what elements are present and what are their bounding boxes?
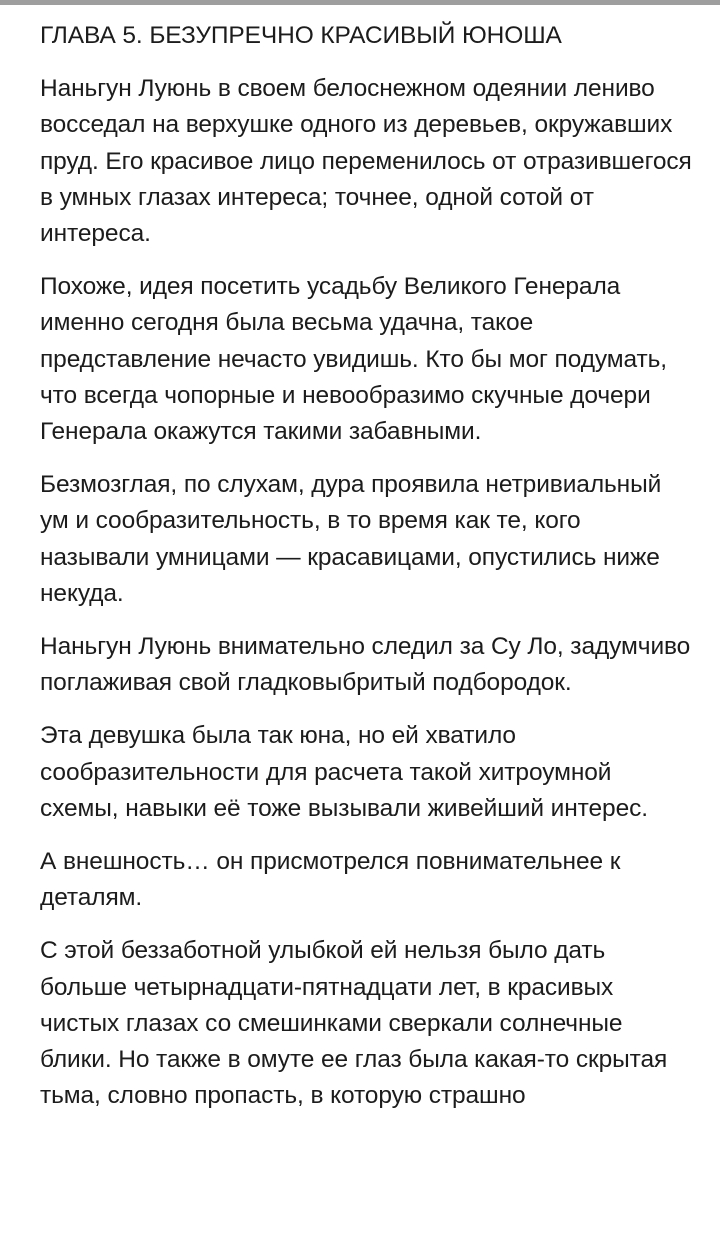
paragraph-5: Эта девушка была так юна, но ей хватило сообразительности для расчета такой хитроумной схемы, навыки её тоже вызывали живейший интерес. [40,722,648,822]
reader-content[interactable] [40,18,692,1131]
paragraph-1: Наньгун Луюнь в своем белоснежном одеянии лениво восседал на верхушке одного из деревьев, окружавших пруд. Его красивое лицо переменилось от отразившегося в умных глазах интереса; точнее, одной сотой от интереса. [40,75,692,248]
chapter-title: ГЛАВА 5. БЕЗУПРЕЧНО КРАСИВЫЙ ЮНОША [40,22,562,49]
paragraph-7: С этой беззаботной улыбкой ей нельзя было дать больше четырнадцати-пятнадцати лет, в красивых чистых глазах со смешинками сверкали солнечные блики. Но также в омуте ее глаз была какая-то скрытая тьма, словно пропасть, в которую страшно [40,937,668,1110]
paragraph-2: Похоже, идея посетить усадьбу Великого Генерала именно сегодня была весьма удачна, такое представление нечасто увидишь. Кто бы мог подумать, что всегда чопорные и невообразимо скучные дочери Генерала окажутся такими забавными. [40,273,668,446]
paragraph-3: Безмозглая, по слухам, дура проявила нетривиальный ум и сообразительность, в то время как те, кого называли умницами — красавицами, опустились ниже некуда. [40,471,662,607]
paragraph-6: А внешность… он присмотрелся повнимательнее к деталям. [40,848,621,912]
top-status-strip [0,0,720,5]
paragraph-4: Наньгун Луюнь внимательно следил за Су Ло, задумчиво поглаживая свой гладковыбритый подбородок. [40,633,691,697]
